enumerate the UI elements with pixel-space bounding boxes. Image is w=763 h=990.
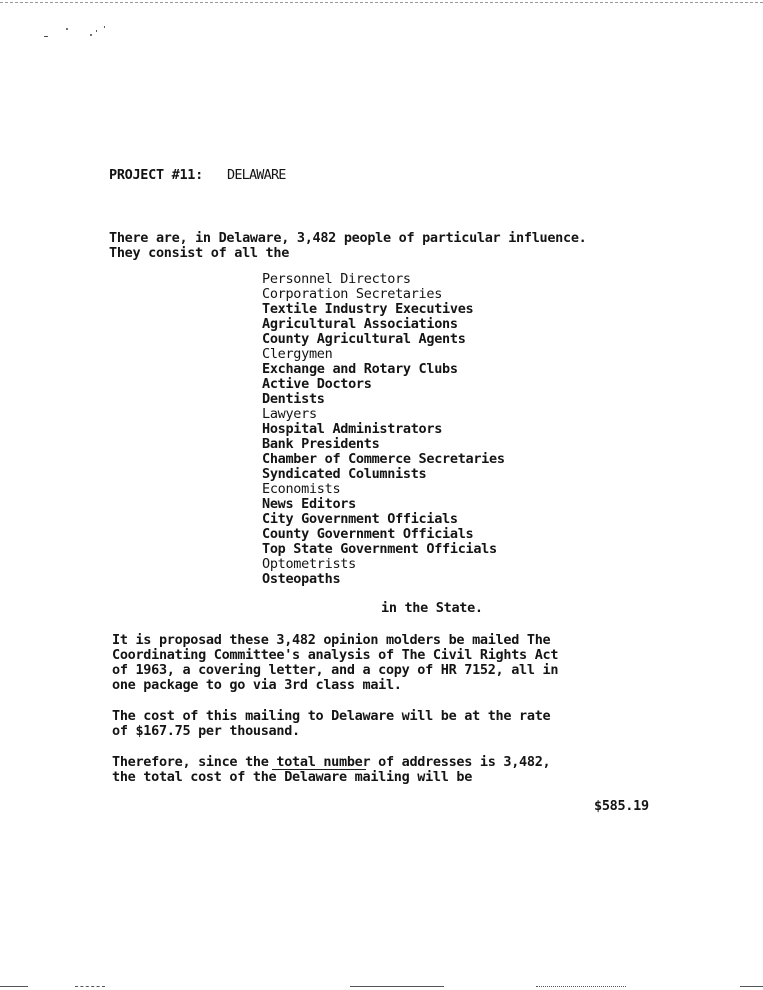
list-item: Clergymen: [262, 346, 333, 362]
list-item: Personnel Directors: [262, 271, 411, 287]
list-item: Textile Industry Executives: [262, 301, 474, 317]
page-bottom-mark: [350, 986, 444, 987]
list-item: Bank Presidents: [262, 436, 380, 452]
list-item: Economists: [262, 481, 341, 497]
conclusion-line: the total cost of the Delaware mailing will be: [112, 769, 473, 785]
page-bottom-mark: [0, 986, 28, 987]
list-item: County Government Officials: [262, 526, 474, 542]
scan-specks: [44, 22, 124, 42]
list-item: County Agricultural Agents: [262, 331, 466, 347]
page-top-edge: [0, 2, 763, 3]
list-item: Agricultural Associations: [262, 316, 458, 332]
cost-line: The cost of this mailing to Delaware will be at the rate: [112, 708, 551, 724]
list-item: Dentists: [262, 391, 325, 407]
proposal-line: Coordinating Committee's analysis of The Civil Rights Act: [112, 647, 559, 663]
cost-paragraph: [112, 709, 550, 739]
strikeover-mark: [272, 769, 366, 770]
total-cost: $585.19: [594, 797, 649, 814]
list-item: Chamber of Commerce Secretaries: [262, 451, 505, 467]
list-item: Optometrists: [262, 556, 356, 572]
page-bottom-mark: [75, 986, 105, 987]
state-heading: DELAWARE: [227, 167, 286, 183]
conclusion-paragraph: [112, 755, 550, 785]
list-item: Exchange and Rotary Clubs: [262, 361, 458, 377]
list-item: Corporation Secretaries: [262, 286, 443, 302]
cost-line: of $167.75 per thousand.: [112, 723, 300, 739]
list-item: Active Doctors: [262, 376, 372, 392]
influencer-list: [262, 272, 505, 587]
page-bottom-mark: [536, 986, 626, 987]
list-item: Hospital Administrators: [262, 421, 443, 437]
list-item: Syndicated Columnists: [262, 466, 427, 482]
list-item: Lawyers: [262, 406, 317, 422]
list-item: City Government Officials: [262, 511, 458, 527]
proposal-line: one package to go via 3rd class mail.: [112, 677, 402, 693]
page-bottom-mark: [740, 986, 763, 987]
list-item: Osteopaths: [262, 571, 341, 587]
intro-line-1: There are, in Delaware, 3,482 people of particular influence.: [109, 230, 587, 246]
proposal-line: It is proposad these 3,482 opinion molders be mailed The: [112, 632, 551, 648]
in-the-state-line: in the State.: [381, 600, 483, 616]
list-item: News Editors: [262, 496, 356, 512]
intro-line-2: They consist of all the: [109, 245, 290, 261]
conclusion-line: Therefore, since the total number of addresses is 3,482,: [112, 754, 551, 770]
proposal-line: of 1963, a covering letter, and a copy of HR 7152, all in: [112, 662, 559, 678]
proposal-paragraph: [112, 633, 558, 693]
project-heading: PROJECT #11:: [109, 167, 203, 183]
list-item: Top State Government Officials: [262, 541, 497, 557]
